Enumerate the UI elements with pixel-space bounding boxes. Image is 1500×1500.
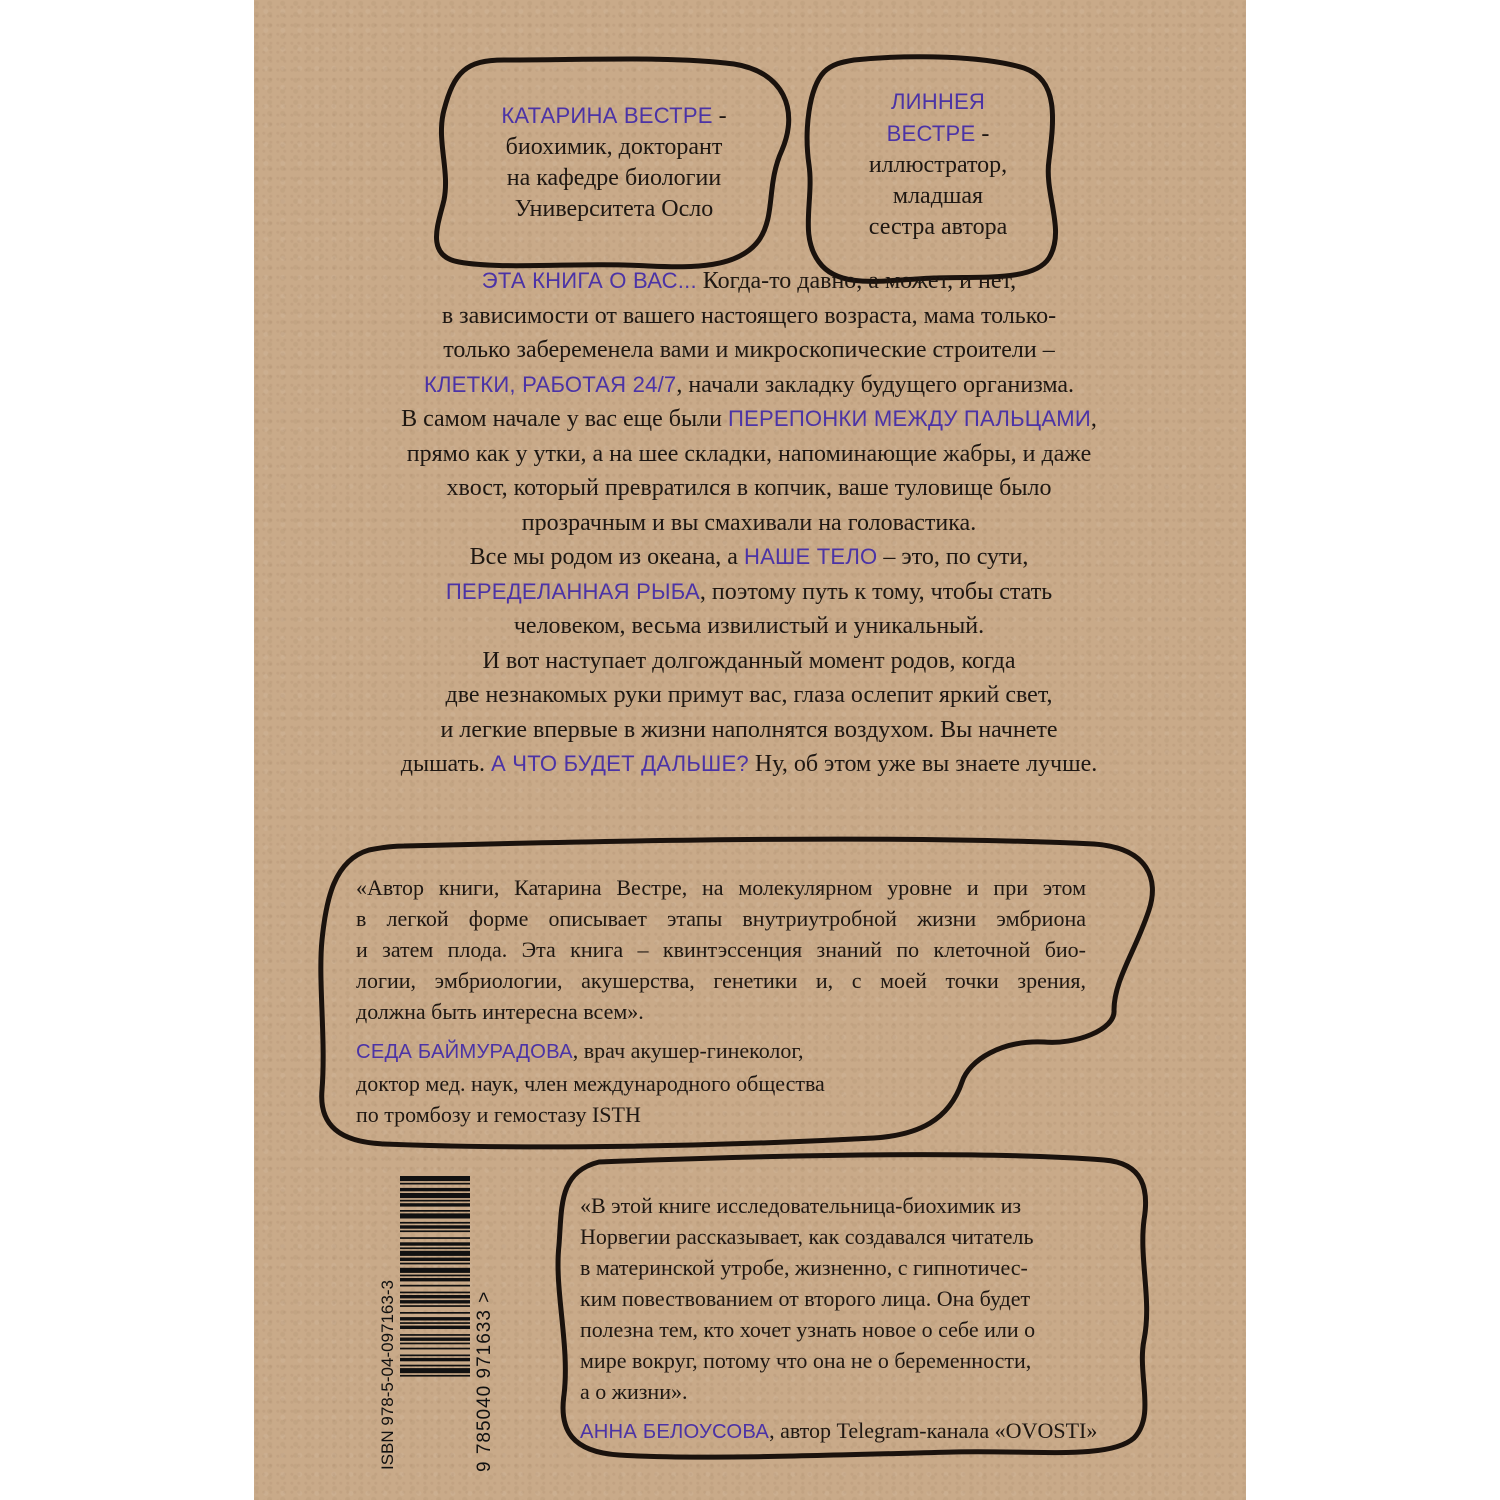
barcode-bar	[400, 1368, 470, 1373]
quote2-line: «В этой книге исследовательница-биохимик из	[580, 1193, 1022, 1218]
barcode-bar	[400, 1242, 470, 1245]
description-text: И вот наступает долгожданный момент родов, когда	[482, 647, 1016, 674]
barcode-bar	[400, 1251, 470, 1256]
barcode-bar	[400, 1183, 470, 1185]
barcode-bar	[400, 1375, 470, 1377]
barcode-bar	[400, 1263, 470, 1265]
author2-bio-line: иллюстратор,	[868, 152, 1008, 178]
author2-dash: -	[975, 121, 990, 147]
review-quote-2	[580, 1190, 1120, 1448]
barcode-bar	[400, 1285, 470, 1287]
quote1-line: должна быть интересна всем».	[356, 999, 644, 1024]
barcode-bar	[400, 1334, 470, 1336]
barcode-bar	[400, 1258, 470, 1261]
description-text: Ну, об этом уже вы знаете лучше.	[748, 751, 1098, 777]
book-back-cover	[254, 0, 1246, 1500]
description-text: Когда-то давно, а может, и нет,	[696, 268, 1017, 294]
barcode-bar	[400, 1188, 470, 1191]
barcode-bar	[400, 1358, 470, 1361]
isbn-label: ISBN 978-5-04-097163-3	[378, 1280, 397, 1470]
barcode-bar	[400, 1326, 470, 1329]
author1-block	[449, 100, 779, 225]
isbn-barcode	[376, 1172, 506, 1472]
author1-bio-line: Университета Осло	[514, 196, 714, 222]
barcode-bar	[400, 1222, 470, 1224]
description-highlight: ЭТА КНИГА О ВАС...	[481, 268, 697, 293]
barcode-bar	[400, 1278, 470, 1281]
quote1-role: , врач акушер-гинеколог,	[572, 1038, 804, 1063]
description-text: только забеременела вами и микроскопические строители –	[443, 337, 1055, 363]
barcode-bar	[400, 1312, 470, 1314]
barcode-bar	[400, 1355, 470, 1357]
barcode-bar	[400, 1193, 470, 1198]
barcode-bar	[400, 1322, 470, 1324]
author2-name-last: ВЕСТРЕ	[886, 121, 976, 146]
quote2-author: АННА БЕЛОУСОВА	[580, 1421, 770, 1443]
barcode-bar	[400, 1213, 470, 1218]
description-text: прозрачным и вы смахивали на головастика.	[521, 509, 977, 536]
description-text: две незнакомых руки примут вас, глаза ослепит яркий свет,	[445, 682, 1053, 708]
description-text: человеком, весьма извилистый и уникальный.	[513, 613, 985, 639]
quote1-role: доктор мед. наук, член международного общества	[356, 1071, 825, 1096]
quote1-line: логии, эмбриологии, акушерства, генетики и, с моей точки зрения,	[356, 968, 1086, 993]
description-highlight: ПЕРЕПОНКИ МЕЖДУ ПАЛЬЦАМИ	[727, 406, 1091, 431]
author1-bio-line: биохимик, докторант	[505, 134, 723, 160]
barcode-bar	[400, 1292, 470, 1294]
barcode-bar	[400, 1343, 470, 1345]
description-text: , начали закладку будущего организма.	[676, 371, 1075, 398]
barcode-bar	[400, 1275, 470, 1277]
author2-name-first: ЛИННЕЯ	[890, 89, 986, 114]
quote1-line: «Автор книги, Катарина Вестре, на молекулярном уровне и при этом	[356, 875, 1086, 900]
author1-bio-line: на кафедре биологии	[506, 165, 722, 191]
description-text: хвост, который превратился в копчик, ваше туловище было	[446, 475, 1052, 501]
quote2-line: в материнской утробе, жизненно, с гипнотичес-	[580, 1255, 1028, 1280]
barcode-bar	[400, 1200, 470, 1202]
description-highlight: А ЧТО БУДЕТ ДАЛЬШЕ?	[491, 751, 749, 776]
quote2-role: , автор Telegram-канала «OVOSTI»	[769, 1418, 1098, 1443]
quote2-line: мире вокруг, потому что она не о беременности,	[580, 1348, 1032, 1373]
quote1-line: и затем плода. Эта книга – квинтэссенция знаний по клеточной био-	[356, 937, 1086, 962]
barcode-bar	[400, 1176, 470, 1181]
barcode-bar	[400, 1210, 470, 1212]
description-text: Все мы родом из океана, а	[469, 544, 744, 570]
description-text: прямо как у утки, а на шее складки, напоминающие жабры, и даже	[406, 440, 1092, 467]
quote1-attribution	[356, 1035, 1086, 1130]
barcode-bar	[400, 1268, 470, 1273]
quote1-line: в легкой форме описывает этапы внутриутробной жизни эмбриона	[356, 906, 1086, 931]
description-highlight: КЛЕТКИ, РАБОТАЯ 24/7	[423, 371, 677, 397]
author1-dash: -	[712, 103, 727, 129]
description-highlight: НАШЕ ТЕЛО	[743, 544, 878, 569]
description-text: дышать.	[400, 751, 492, 777]
barcode-bar	[400, 1300, 470, 1303]
barcode-bar	[400, 1317, 470, 1320]
description-text: В самом начале у вас еще были	[401, 406, 728, 432]
barcode-bar	[400, 1338, 470, 1341]
quote1-author: СЕДА БАЙМУРАДОВА	[356, 1041, 573, 1063]
description-text: ,	[1090, 406, 1097, 432]
barcode-bar	[400, 1365, 470, 1367]
quote2-line: а о жизни».	[580, 1379, 688, 1404]
barcode-bar	[400, 1237, 470, 1239]
author2-block	[822, 86, 1054, 243]
quote2-attribution	[580, 1415, 1120, 1448]
quote2-line: ким повествованием от второго лица. Она будет	[580, 1286, 1031, 1311]
author2-bio-line: младшая	[892, 183, 984, 209]
quote2-line: полезна тем, кто хочет узнать новое о себе или о	[580, 1317, 1036, 1342]
book-description	[334, 264, 1164, 782]
barcode-bar	[400, 1295, 470, 1298]
review-quote-1	[356, 872, 1086, 1130]
barcode-digits: 9 785040 971633 >	[474, 1290, 495, 1472]
description-text: – это, по сути,	[877, 544, 1029, 570]
quote1-role: по тромбозу и гемостазу ISTH	[356, 1102, 641, 1127]
barcode-bar	[400, 1247, 470, 1249]
barcode-bar	[400, 1230, 470, 1232]
description-text: , поэтому путь к тому, чтобы стать	[699, 578, 1053, 605]
description-text: в зависимости от вашего настоящего возраста, мама только-	[441, 302, 1057, 329]
quote2-line: Норвегии рассказывает, как создавался читатель	[580, 1224, 1034, 1249]
author2-bio-line: сестра автора	[868, 214, 1008, 240]
barcode-bar	[400, 1225, 470, 1228]
barcode-bar	[400, 1203, 470, 1206]
barcode-bar	[400, 1348, 470, 1350]
barcode-bar	[400, 1305, 470, 1307]
author1-name: КАТАРИНА ВЕСТРЕ	[501, 103, 713, 128]
description-highlight: ПЕРЕДЕЛАННАЯ РЫБА	[445, 578, 700, 604]
barcode-bars	[400, 1172, 470, 1472]
description-text: и легкие впервые в жизни наполнятся воздухом. Вы начнете	[440, 716, 1058, 743]
